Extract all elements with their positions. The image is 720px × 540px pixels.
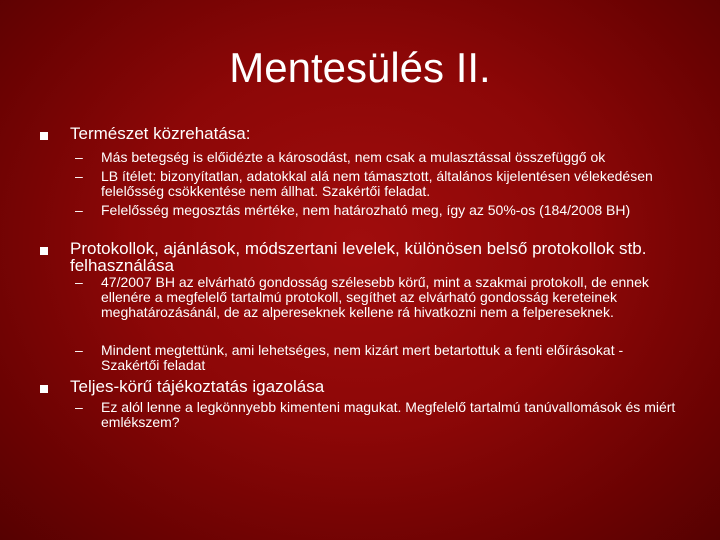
sub-item-text: 47/2007 BH az elvárható gondosság szélesebb körű, mint a szakmai protokoll, de ennek ellenére a megfelelő tartalmú protokoll, segíthet az elvárható gondosság kereteinek meghatározásánál, de az alpereseknek kellene rá hivatkozni nem a felpereseknek. — [101, 274, 649, 320]
dash-marker: – — [75, 342, 83, 358]
bullet-text: Protokollok, ajánlások, módszertani levelek, különösen belső protokollok stb. felhasználása — [70, 239, 647, 275]
dash-marker: – — [75, 202, 83, 218]
sub-item-text: Más betegség is előidézte a károsodást, nem csak a mulasztással összefüggő ok — [101, 149, 606, 165]
sub-item-text: Ez alól lenne a legkönnyebb kimenteni magukat. Megfelelő tartalmú tanúvallomások és miért emlékszem? — [101, 399, 676, 430]
square-bullet-icon — [40, 247, 48, 255]
dash-marker: – — [75, 168, 83, 184]
dash-marker: – — [75, 149, 83, 165]
dash-marker: – — [75, 399, 83, 415]
dash-marker: – — [75, 274, 83, 290]
slide-title: Mentesülés II. — [229, 44, 491, 91]
sub-item-text: LB ítélet: bizonyítatlan, adatokkal alá nem támasztott, általános kijelentésen vélekedésen felelősség csökkentése nem állhat. Szakértői feladat. — [101, 168, 653, 199]
sub-item-text: Mindent megtettünk, ami lehetséges, nem kizárt mert betartottuk a fenti előírásokat - Szakértői feladat — [101, 342, 624, 373]
bullet-text: Teljes-körű tájékoztatás igazolása — [70, 377, 325, 396]
square-bullet-icon — [40, 132, 48, 140]
square-bullet-icon — [40, 385, 48, 393]
sub-item-text: Felelősség megosztás mértéke, nem határozható meg, így az 50%-os (184/2008 BH) — [101, 202, 631, 218]
bullet-text: Természet közrehatása: — [70, 124, 251, 143]
